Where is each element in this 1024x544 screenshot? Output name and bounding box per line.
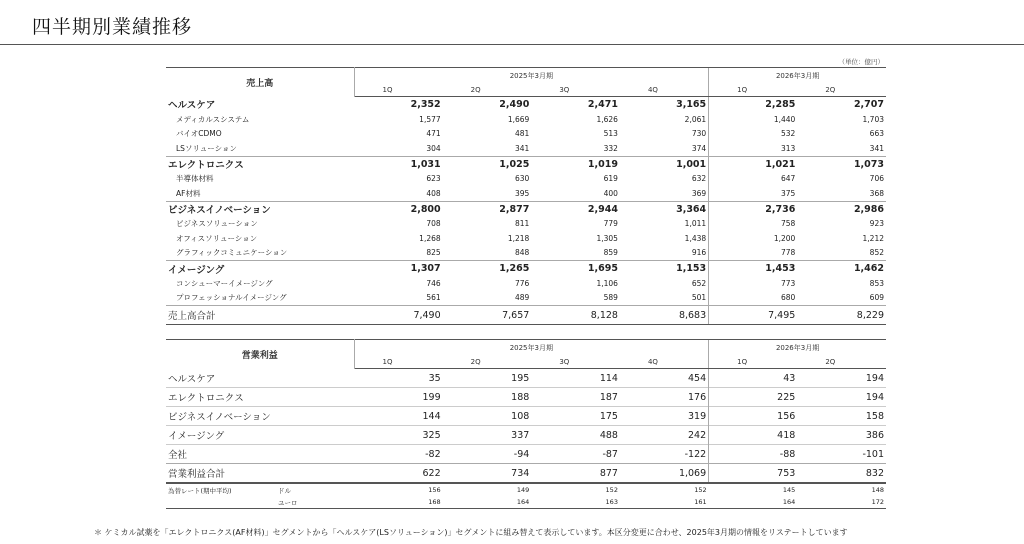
value-cell: -94: [443, 445, 532, 464]
value-cell: 853: [869, 278, 884, 288]
value-cell: 706: [869, 174, 884, 184]
row-label: • エレクトロニクス: [168, 160, 244, 171]
row-label: バイオCDMO: [176, 129, 222, 139]
sales-header: 売上高: [166, 68, 354, 97]
value-cell: 708: [426, 219, 441, 229]
value-cell: -122: [620, 445, 709, 464]
sales-row: [166, 231, 886, 246]
value-cell: 1,069: [620, 464, 709, 483]
value-cell: 778: [709, 246, 798, 261]
value-cell: 746: [426, 278, 441, 288]
value-cell: 2,471: [587, 99, 618, 110]
value-cell: 1,305: [596, 233, 618, 243]
value-cell: 368: [869, 188, 884, 198]
value-cell: 779: [603, 219, 618, 229]
value-cell: 481: [514, 129, 530, 139]
row-label: イメージング: [168, 264, 225, 276]
value-cell: 859: [603, 248, 618, 258]
value-cell: 1,001: [620, 156, 709, 172]
page-title: 四半期別業績推移: [32, 16, 193, 38]
rate-value: 145: [709, 484, 798, 497]
value-cell: 454: [688, 372, 707, 384]
row-label: • ヘルスケア: [168, 374, 215, 385]
rate-value: 148: [797, 484, 886, 497]
period-fy2026: 2026年3月期: [709, 340, 886, 356]
row-label: 営業利益合計: [168, 469, 226, 480]
value-cell: 2,352: [410, 99, 441, 110]
value-cell: 199: [354, 388, 443, 407]
value-cell: 730: [691, 129, 707, 139]
operating-row: [166, 464, 886, 483]
row-label: LSソリューション: [176, 143, 237, 153]
value-cell: 501: [691, 293, 707, 303]
row-label: AF材料: [176, 188, 201, 198]
operating-row: [166, 445, 886, 464]
row-label: グラフィックコミュニケーション: [176, 248, 288, 258]
value-cell: 400: [603, 188, 618, 198]
value-cell: 561: [426, 293, 441, 303]
value-cell: 2,707: [853, 99, 884, 110]
value-cell: 43: [709, 369, 798, 388]
rate-value: 149: [443, 484, 532, 497]
unit-note: （単位：億円）: [838, 58, 884, 66]
row-label: イメージング: [168, 431, 225, 442]
operating-row: [166, 369, 886, 388]
value-cell: 108: [443, 407, 532, 426]
value-cell: 319: [620, 407, 709, 426]
row-label: 全社: [168, 450, 188, 461]
value-cell: 632: [691, 174, 707, 184]
value-cell: 622: [354, 464, 443, 483]
value-cell: 188: [443, 388, 532, 407]
value-cell: 619: [603, 174, 618, 184]
value-cell: 1,025: [443, 156, 532, 172]
value-cell: 8,683: [620, 306, 709, 325]
value-cell: 341: [514, 143, 530, 153]
operating-row: [166, 426, 886, 445]
value-cell: 7,657: [443, 306, 532, 325]
sales-row: [166, 306, 886, 325]
row-label: オフィスソリューション: [176, 233, 258, 243]
value-cell: 1,577: [419, 114, 441, 124]
value-cell: 156: [709, 407, 798, 426]
value-cell: 158: [797, 407, 886, 426]
value-cell: 8,229: [797, 306, 886, 325]
value-cell: 1,695: [531, 261, 620, 277]
value-cell: 176: [620, 388, 709, 407]
value-cell: 1,268: [419, 233, 441, 243]
value-cell: 225: [709, 388, 798, 407]
value-cell: 1,669: [507, 114, 530, 124]
value-cell: 589: [603, 293, 618, 303]
value-cell: -82: [354, 445, 443, 464]
sales-row: [166, 217, 886, 232]
rate-value: 164: [443, 496, 532, 509]
row-label: 半導体材料: [176, 174, 214, 184]
quarter-label: 3Q: [531, 355, 620, 369]
value-cell: 832: [797, 464, 886, 483]
value-cell: 1,218: [507, 233, 530, 243]
quarter-label: 1Q: [709, 355, 798, 369]
sales-row: [166, 291, 886, 306]
value-cell: 1,462: [797, 261, 886, 277]
value-cell: 1,212: [862, 233, 884, 243]
value-cell: 3,364: [620, 201, 709, 217]
sales-table: [166, 67, 886, 325]
value-cell: 1,265: [443, 261, 532, 277]
quarter-label: 2Q: [443, 355, 532, 369]
quarter-label: 2Q: [797, 83, 886, 97]
value-cell: 1,021: [709, 156, 798, 172]
dollar-label: ドル: [276, 484, 354, 497]
rate-value: 156: [354, 484, 443, 497]
value-cell: 2,877: [443, 201, 532, 217]
rate-value: 163: [531, 496, 620, 509]
value-cell: 1,019: [531, 156, 620, 172]
value-cell: 1,438: [684, 233, 707, 243]
sales-row: [166, 156, 886, 172]
value-cell: 852: [869, 248, 884, 258]
value-cell: 680: [709, 291, 798, 306]
row-label: コンシューマーイメージング: [176, 278, 273, 288]
row-label: • ヘルスケア: [168, 100, 215, 111]
value-cell: 1,106: [596, 278, 618, 288]
value-cell: 1,200: [709, 231, 798, 246]
exchange-rate-table: [166, 483, 886, 509]
value-cell: 811: [514, 219, 530, 229]
value-cell: -101: [797, 445, 886, 464]
sales-row: [166, 127, 886, 142]
value-cell: 1,153: [620, 261, 709, 277]
value-cell: 923: [869, 219, 884, 229]
value-cell: 773: [709, 276, 798, 291]
quarter-label: 3Q: [531, 83, 620, 97]
value-cell: 663: [869, 129, 884, 139]
value-cell: 758: [709, 217, 798, 232]
quarter-label: 1Q: [354, 83, 443, 97]
value-cell: 2,061: [684, 114, 707, 124]
period-fy2025: 2025年3月期: [354, 68, 709, 84]
value-cell: 1,011: [684, 219, 707, 229]
value-cell: 623: [426, 174, 441, 184]
operating-profit-table: [166, 339, 886, 483]
value-cell: 3,165: [676, 99, 707, 110]
value-cell: 341: [869, 143, 884, 153]
sales-row: [166, 261, 886, 277]
rate-value: 161: [620, 496, 709, 509]
value-cell: 2,736: [709, 201, 798, 217]
value-cell: 776: [514, 278, 530, 288]
value-cell: 916: [691, 248, 707, 258]
footnote: ＊ ケミカル試薬を「エレクトロニクス(AF材料)」セグメントから「ヘルスケア(LSソリューション)」セグメントに組み替えて表示しています。本区分変更に合わせ、2025年3月期の情報をリステートしています: [94, 528, 848, 537]
value-cell: 1,453: [709, 261, 798, 277]
quarter-label: 4Q: [620, 83, 709, 97]
value-cell: 8,128: [531, 306, 620, 325]
value-cell: 630: [514, 174, 530, 184]
operating-header: 営業利益: [166, 340, 354, 369]
value-cell: 369: [691, 188, 707, 198]
sales-row: [166, 186, 886, 201]
value-cell: 734: [443, 464, 532, 483]
value-cell: 1,073: [797, 156, 886, 172]
sales-row: [166, 141, 886, 156]
sales-row: [166, 97, 886, 113]
value-cell: 489: [514, 293, 530, 303]
quarter-label: 1Q: [709, 83, 798, 97]
sales-row: [166, 201, 886, 217]
value-cell: 513: [603, 129, 618, 139]
operating-row: [166, 407, 886, 426]
period-fy2026: 2026年3月期: [709, 68, 886, 84]
value-cell: 609: [869, 293, 884, 303]
value-cell: 2,285: [709, 97, 798, 113]
value-cell: 408: [426, 188, 441, 198]
value-cell: 652: [691, 278, 707, 288]
value-cell: 242: [620, 426, 709, 445]
quarter-label: 4Q: [620, 355, 709, 369]
value-cell: 304: [426, 143, 441, 153]
value-cell: 2,944: [531, 201, 620, 217]
sales-row: [166, 172, 886, 187]
value-cell: 114: [599, 372, 618, 384]
value-cell: 175: [531, 407, 620, 426]
value-cell: 488: [531, 426, 620, 445]
value-cell: 1,626: [596, 114, 618, 124]
value-cell: 532: [709, 127, 798, 142]
value-cell: 144: [354, 407, 443, 426]
row-label: ビジネスイノベーション: [168, 412, 271, 423]
row-label: ビジネスイノベーション: [168, 205, 271, 216]
row-label: ビジネスソリューション: [176, 219, 258, 229]
rate-value: 168: [354, 496, 443, 509]
row-label: メディカルスシステム: [176, 114, 250, 124]
value-cell: 825: [426, 248, 441, 258]
value-cell: 325: [354, 426, 443, 445]
value-cell: 1,031: [354, 156, 443, 172]
row-label: 売上高合計: [168, 311, 216, 322]
rate-value: 164: [709, 496, 798, 509]
euro-label: ユーロ: [276, 496, 354, 509]
value-cell: 195: [511, 372, 530, 384]
value-cell: 386: [797, 426, 886, 445]
value-cell: 375: [709, 186, 798, 201]
value-cell: 1,440: [709, 112, 798, 127]
value-cell: 7,495: [709, 306, 798, 325]
operating-row: [166, 388, 886, 407]
value-cell: 848: [514, 248, 530, 258]
value-cell: 2,490: [499, 99, 530, 110]
sales-row: [166, 276, 886, 291]
value-cell: 471: [426, 129, 441, 139]
row-label: • エレクトロニクス: [168, 393, 244, 404]
value-cell: 418: [709, 426, 798, 445]
value-cell: 1,703: [862, 114, 884, 124]
period-fy2025: 2025年3月期: [354, 340, 709, 356]
quarter-label: 2Q: [797, 355, 886, 369]
rate-value: 152: [620, 484, 709, 497]
value-cell: 35: [428, 372, 441, 384]
value-cell: 187: [531, 388, 620, 407]
sales-row: [166, 246, 886, 261]
sales-row: [166, 112, 886, 127]
rate-value: 152: [531, 484, 620, 497]
quarter-label: 1Q: [354, 355, 443, 369]
value-cell: 395: [514, 188, 530, 198]
value-cell: 332: [603, 143, 618, 153]
title-divider: [0, 44, 1024, 45]
value-cell: 647: [709, 172, 798, 187]
rate-label: 為替レート(期中平均): [166, 484, 276, 497]
value-cell: 2,986: [797, 201, 886, 217]
value-cell: 877: [531, 464, 620, 483]
row-label: プロフェッショナルイメージング: [176, 293, 287, 303]
value-cell: 337: [443, 426, 532, 445]
value-cell: 2,800: [354, 201, 443, 217]
value-cell: 194: [797, 388, 886, 407]
value-cell: 313: [709, 141, 798, 156]
value-cell: -88: [709, 445, 798, 464]
value-cell: 194: [865, 372, 884, 384]
value-cell: 7,490: [354, 306, 443, 325]
value-cell: 753: [709, 464, 798, 483]
value-cell: 374: [691, 143, 707, 153]
value-cell: 1,307: [354, 261, 443, 277]
quarter-label: 2Q: [443, 83, 532, 97]
rate-value: 172: [797, 496, 886, 509]
value-cell: -87: [531, 445, 620, 464]
